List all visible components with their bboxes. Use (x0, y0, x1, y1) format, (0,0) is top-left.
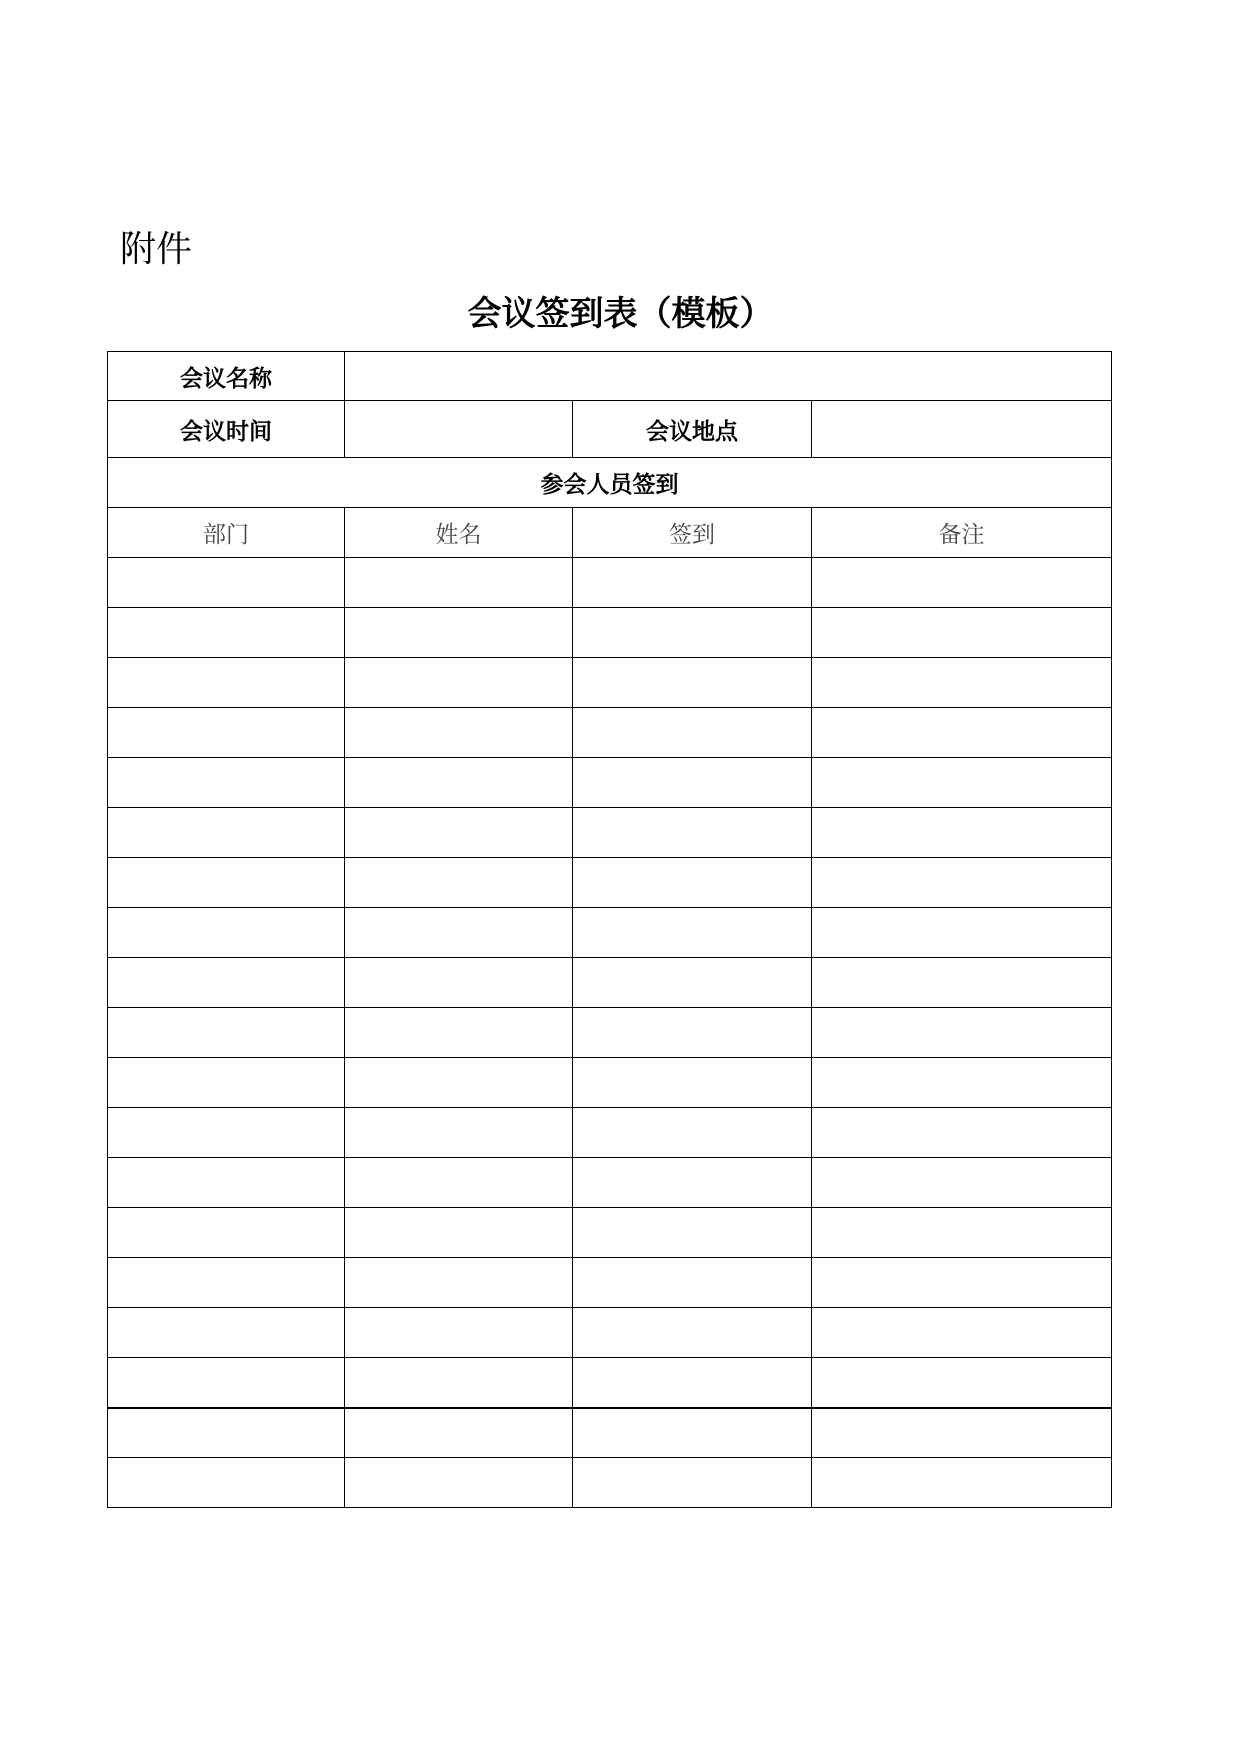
remarks-cell[interactable] (812, 608, 1112, 658)
remarks-cell[interactable] (812, 1008, 1112, 1058)
meeting-name-row (108, 352, 1112, 401)
name-cell[interactable] (345, 1258, 573, 1308)
signin-cell[interactable] (573, 1008, 812, 1058)
signin-cell[interactable] (573, 1108, 812, 1158)
department-cell[interactable] (108, 1308, 345, 1358)
table-row (108, 1258, 1112, 1308)
department-cell[interactable] (108, 558, 345, 608)
table-row (108, 908, 1112, 958)
remarks-cell[interactable] (812, 1308, 1112, 1358)
table-row (108, 558, 1112, 608)
department-cell[interactable] (108, 1358, 345, 1408)
table-row (108, 1058, 1112, 1108)
column-header-signin: 签到 (573, 508, 812, 558)
table-row (108, 608, 1112, 658)
department-cell[interactable] (108, 758, 345, 808)
name-cell[interactable] (345, 1208, 573, 1258)
signin-cell[interactable] (573, 858, 812, 908)
meeting-place-field[interactable] (812, 401, 1112, 458)
table-row (108, 1458, 1112, 1508)
signin-cell[interactable] (573, 1158, 812, 1208)
department-cell[interactable] (108, 658, 345, 708)
signin-table (107, 351, 1112, 1508)
remarks-cell[interactable] (812, 1358, 1112, 1408)
section-title-row (108, 458, 1112, 508)
department-cell[interactable] (108, 1058, 345, 1108)
table-row (108, 1008, 1112, 1058)
department-cell[interactable] (108, 1108, 345, 1158)
signin-cell[interactable] (573, 758, 812, 808)
signin-cell[interactable] (573, 908, 812, 958)
section-title: 参会人员签到 (108, 458, 1112, 508)
name-cell[interactable] (345, 858, 573, 908)
table-row (108, 858, 1112, 908)
name-cell[interactable] (345, 608, 573, 658)
remarks-cell[interactable] (812, 1208, 1112, 1258)
name-cell[interactable] (345, 958, 573, 1008)
remarks-cell[interactable] (812, 908, 1112, 958)
meeting-time-label: 会议时间 (108, 401, 345, 458)
remarks-cell[interactable] (812, 558, 1112, 608)
meeting-place-label: 会议地点 (573, 401, 812, 458)
department-cell[interactable] (108, 1258, 345, 1308)
table-row (108, 1208, 1112, 1258)
remarks-cell[interactable] (812, 1408, 1112, 1458)
signin-cell[interactable] (573, 958, 812, 1008)
name-cell[interactable] (345, 708, 573, 758)
department-cell[interactable] (108, 808, 345, 858)
table-row (108, 1358, 1112, 1408)
signin-cell[interactable] (573, 558, 812, 608)
table-row (108, 1108, 1112, 1158)
department-cell[interactable] (108, 858, 345, 908)
remarks-cell[interactable] (812, 708, 1112, 758)
meeting-name-label: 会议名称 (108, 352, 345, 401)
table-row (108, 808, 1112, 858)
signin-cell[interactable] (573, 708, 812, 758)
table-row (108, 958, 1112, 1008)
meeting-name-field[interactable] (345, 352, 1112, 401)
signin-cell[interactable] (573, 1358, 812, 1408)
remarks-cell[interactable] (812, 758, 1112, 808)
department-cell[interactable] (108, 1008, 345, 1058)
table-row (108, 758, 1112, 808)
department-cell[interactable] (108, 1158, 345, 1208)
table-row (108, 708, 1112, 758)
name-cell[interactable] (345, 1158, 573, 1208)
remarks-cell[interactable] (812, 1058, 1112, 1108)
signin-cell[interactable] (573, 1308, 812, 1358)
attachment-label: 附件 (120, 229, 193, 270)
name-cell[interactable] (345, 558, 573, 608)
department-cell[interactable] (108, 1408, 345, 1458)
remarks-cell[interactable] (812, 958, 1112, 1008)
name-cell[interactable] (345, 1058, 573, 1108)
table-row (108, 1308, 1112, 1358)
table-row (108, 1158, 1112, 1208)
department-cell[interactable] (108, 1458, 345, 1508)
meeting-time-place-row (108, 401, 1112, 458)
name-cell[interactable] (345, 808, 573, 858)
remarks-cell[interactable] (812, 858, 1112, 908)
meeting-time-field[interactable] (345, 401, 573, 458)
remarks-cell[interactable] (812, 808, 1112, 858)
remarks-cell[interactable] (812, 658, 1112, 708)
signin-cell[interactable] (573, 1408, 812, 1458)
remarks-cell[interactable] (812, 1458, 1112, 1508)
department-cell[interactable] (108, 608, 345, 658)
department-cell[interactable] (108, 908, 345, 958)
signin-cell[interactable] (573, 658, 812, 708)
remarks-cell[interactable] (812, 1108, 1112, 1158)
department-cell[interactable] (108, 958, 345, 1008)
column-header-name: 姓名 (345, 508, 573, 558)
name-cell[interactable] (345, 1458, 573, 1508)
signin-cell[interactable] (573, 808, 812, 858)
document-title: 会议签到表（模板） (467, 294, 774, 334)
remarks-cell[interactable] (812, 1258, 1112, 1308)
name-cell[interactable] (345, 658, 573, 708)
signin-cell[interactable] (573, 1058, 812, 1108)
name-cell[interactable] (345, 1308, 573, 1358)
department-cell[interactable] (108, 1208, 345, 1258)
name-cell[interactable] (345, 1108, 573, 1158)
column-header-remarks: 备注 (812, 508, 1112, 558)
column-header-row (108, 508, 1112, 558)
name-cell[interactable] (345, 758, 573, 808)
remarks-cell[interactable] (812, 1158, 1112, 1208)
signin-cell[interactable] (573, 1208, 812, 1258)
name-cell[interactable] (345, 908, 573, 958)
name-cell[interactable] (345, 1408, 573, 1458)
column-header-department: 部门 (108, 508, 345, 558)
signin-cell[interactable] (573, 608, 812, 658)
table-row (108, 1408, 1112, 1458)
name-cell[interactable] (345, 1358, 573, 1408)
name-cell[interactable] (345, 1008, 573, 1058)
signin-cell[interactable] (573, 1458, 812, 1508)
department-cell[interactable] (108, 708, 345, 758)
table-row (108, 658, 1112, 708)
signin-cell[interactable] (573, 1258, 812, 1308)
